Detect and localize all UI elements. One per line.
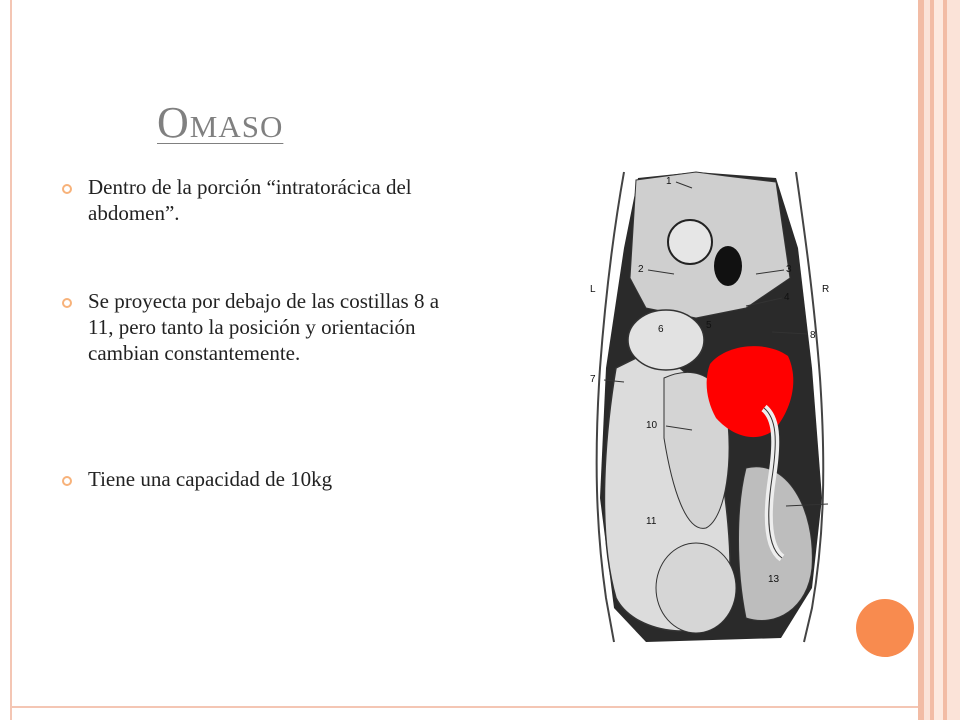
bullet-text: Dentro de la porción “intratorácica del abdomen”. bbox=[88, 175, 412, 225]
bullet-text: Se proyecta por debajo de las costillas 8 a 11, pero tanto la posición y orientación cambian constantemente. bbox=[88, 289, 440, 365]
figure-label: 10 bbox=[646, 420, 658, 431]
figure-label: 11 bbox=[646, 516, 657, 527]
dark-vessel bbox=[714, 246, 742, 286]
side-label-left: L bbox=[590, 284, 596, 295]
figure-label: 7 bbox=[590, 374, 596, 385]
bullet-item bbox=[62, 174, 462, 226]
lower-lobe bbox=[656, 543, 736, 633]
right-stripe bbox=[934, 0, 943, 720]
frame-bottom-line bbox=[10, 706, 918, 708]
bullet-marker-icon bbox=[62, 476, 72, 486]
vertebra bbox=[668, 220, 712, 264]
decorative-orb bbox=[856, 599, 914, 657]
figure-label: 6 bbox=[658, 324, 664, 335]
bullet-item bbox=[62, 288, 462, 366]
slide-title: Omaso bbox=[157, 98, 284, 147]
figure-label: 1 bbox=[666, 176, 672, 187]
organ-6 bbox=[628, 310, 704, 370]
figure-label: 8 bbox=[810, 330, 816, 341]
figure-label: 4 bbox=[784, 292, 790, 303]
figure-label: 13 bbox=[768, 574, 780, 585]
figure-label: 2 bbox=[638, 264, 644, 275]
frame-left-line bbox=[10, 0, 12, 720]
bullet-marker-icon bbox=[62, 298, 72, 308]
right-stripe bbox=[947, 0, 960, 720]
side-label-right: R bbox=[822, 284, 830, 295]
bullet-marker-icon bbox=[62, 184, 72, 194]
bullet-text: Tiene una capacidad de 10kg bbox=[88, 467, 333, 491]
figure-label: 5 bbox=[706, 320, 712, 331]
bullet-item bbox=[62, 466, 462, 492]
figure-label: 3 bbox=[786, 264, 792, 275]
anatomical-figure bbox=[576, 168, 832, 644]
